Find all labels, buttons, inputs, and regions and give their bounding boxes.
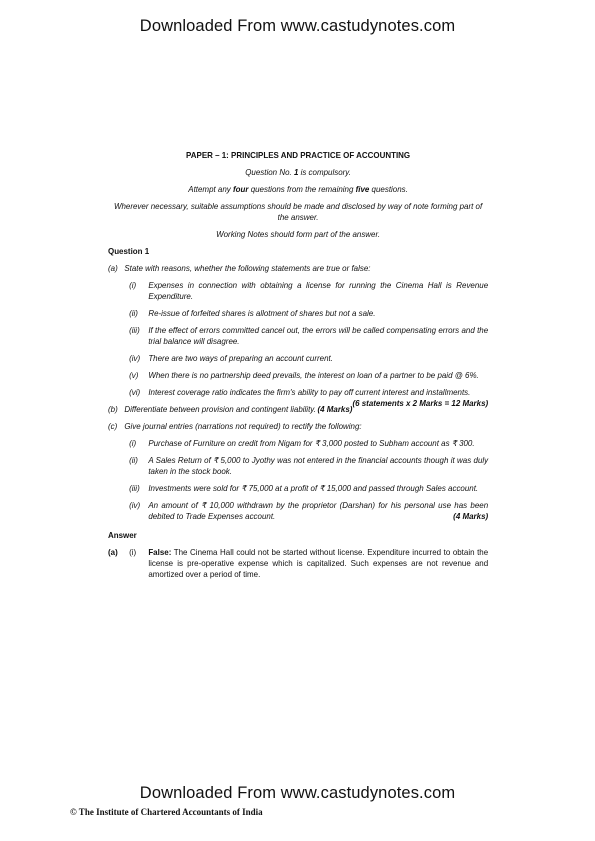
item-label: (i) xyxy=(129,438,137,448)
answer-part-label: (a) xyxy=(108,547,118,557)
instruction-text: is compulsory. xyxy=(298,167,351,177)
answer-a-i xyxy=(108,547,488,580)
question-part-a xyxy=(108,263,488,274)
item-label: (v) xyxy=(129,370,139,380)
answer-text xyxy=(148,547,488,580)
item-label: (vi) xyxy=(129,387,141,397)
item-label: (iv) xyxy=(129,500,141,510)
instruction-emphasis: four xyxy=(232,184,249,194)
item-text: Re-issue of forfeited shares is allotment of shares but not a sale. xyxy=(148,308,376,318)
part-text: Differentiate between provision and contingent liability. xyxy=(124,404,316,414)
instruction-compulsory xyxy=(108,167,488,178)
item-text: When there is no partnership deed prevails, the interest on loan of a partner to be paid @ 6%. xyxy=(148,370,479,380)
part-text: Give journal entries (narrations not required) to rectify the following: xyxy=(124,421,362,431)
rectification-item xyxy=(124,455,488,477)
item-label: (ii) xyxy=(129,455,138,465)
part-text: State with reasons, whether the following statements are true or false: xyxy=(124,263,371,273)
question-part-c xyxy=(108,421,488,432)
instruction-text: Attempt any xyxy=(188,184,233,194)
item-text-with-marks xyxy=(148,500,488,522)
answer-item-label: (i) xyxy=(129,547,137,557)
item-label: (i) xyxy=(129,280,137,290)
header-banner: Downloaded From www.castudynotes.com xyxy=(139,17,456,35)
item-text: Interest coverage ratio indicates the firm's ability to pay off current interest and installments. xyxy=(148,387,471,397)
item-text: An amount of ₹ 10,000 withdrawn by the proprietor (Darshan) for his personal use has been debited to Trade Expenses account. xyxy=(148,500,489,521)
instruction-text: Question No. xyxy=(245,167,294,177)
instruction-assumptions: Wherever necessary, suitable assumptions should be made and disclosed by way of note forming part of the answer. xyxy=(113,201,483,222)
item-text: A Sales Return of ₹ 5,000 to Jyothy was not entered in the financial accounts though it was duly taken in the stock book. xyxy=(148,455,489,476)
item-label: (iii) xyxy=(129,483,140,493)
instruction-text: questions from the remaining xyxy=(248,184,356,194)
instruction-text: questions. xyxy=(369,184,408,194)
statement-item xyxy=(124,387,489,408)
item-label: (iii) xyxy=(129,325,140,335)
footer-banner: Downloaded From www.castudynotes.com xyxy=(139,784,456,802)
part-label: (a) xyxy=(108,263,118,273)
answer-verdict: False: xyxy=(148,547,172,557)
item-label: (ii) xyxy=(129,308,138,318)
item-text-with-marks xyxy=(148,387,489,408)
part-text-with-marks xyxy=(124,404,488,415)
marks-label: (4 Marks) xyxy=(453,511,489,521)
item-text: Investments were sold for ₹ 75,000 at a profit of ₹ 15,000 and passed through Sales account. xyxy=(148,483,479,493)
instruction-attempt xyxy=(108,184,488,195)
statement-item xyxy=(124,280,488,302)
question-part-b xyxy=(108,404,488,415)
statement-item xyxy=(124,353,488,364)
question-heading: Question 1 xyxy=(108,246,150,256)
paper-title: PAPER – 1: PRINCIPLES AND PRACTICE OF ACCOUNTING xyxy=(186,150,411,160)
statement-item xyxy=(124,370,488,381)
item-text: There are two ways of preparing an account current. xyxy=(148,353,333,363)
copyright-notice: © The Institute of Chartered Accountants of India xyxy=(70,807,263,817)
part-label: (c) xyxy=(108,421,118,431)
rectification-item xyxy=(124,500,488,522)
item-text: Expenses in connection with obtaining a license for running the Cinema Hall is Revenue Expenditure. xyxy=(148,280,489,301)
item-label: (iv) xyxy=(129,353,141,363)
item-text: If the effect of errors committed cancel out, the errors will be called compensating errors and the trial balance will disagree. xyxy=(148,325,489,346)
statement-item xyxy=(124,308,488,319)
answer-explanation: The Cinema Hall could not be started without license. Expenditure incurred to obtain the license is pre-operative expense which is capitalized. Such expenses are not revenue and amortized over a period of time. xyxy=(148,547,489,579)
instruction-emphasis: five xyxy=(355,184,370,194)
answer-heading: Answer xyxy=(108,530,137,540)
statement-item xyxy=(124,325,488,347)
question-paper xyxy=(108,150,488,580)
rectification-item xyxy=(124,438,488,449)
marks-label: (4 Marks) xyxy=(317,404,353,414)
item-text: Purchase of Furniture on credit from Nigam for ₹ 3,000 posted to Subham account as ₹ 300. xyxy=(148,438,475,448)
instruction-working-notes: Working Notes should form part of the answer. xyxy=(216,229,381,239)
part-label: (b) xyxy=(108,404,118,414)
instruction-emphasis: 1 xyxy=(293,167,299,177)
rectification-item xyxy=(124,483,488,494)
marks-label: (6 statements x 2 Marks = 12 Marks) xyxy=(352,398,489,408)
